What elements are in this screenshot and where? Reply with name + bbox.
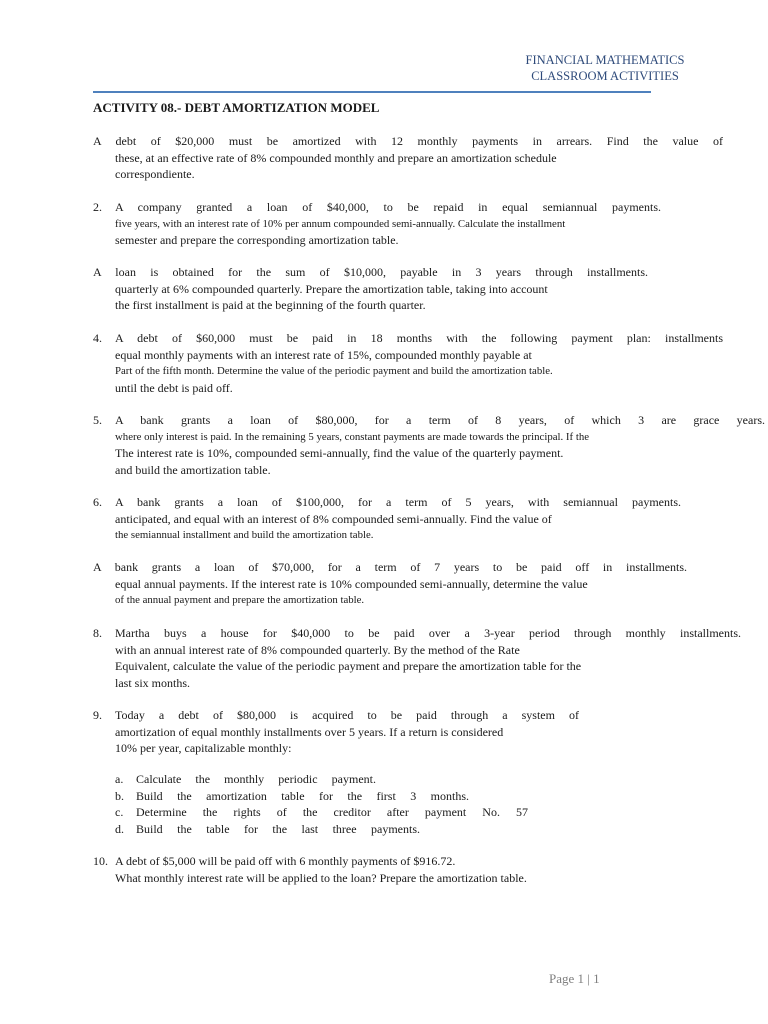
exercise-line: A debt of $20,000 must be amortized with 12 monthly payments in arrears. Find the value of bbox=[93, 134, 723, 148]
exercise-5 bbox=[93, 412, 765, 478]
exercise-line: A loan is obtained for the sum of $10,000, payable in 3 years through installments. bbox=[93, 265, 648, 279]
exercise-3 bbox=[93, 264, 648, 314]
exercise-line: amortization of equal monthly installments over 5 years. If a return is considered bbox=[115, 724, 504, 739]
exercise-line: Martha buys a house for $40,000 to be paid over a 3-year period through monthly installments. bbox=[115, 626, 741, 640]
subitem-label: b. bbox=[115, 788, 124, 803]
subitem-c bbox=[115, 804, 528, 821]
exercise-line: A bank grants a loan of $100,000, for a term of 5 years, with semiannual payments. bbox=[115, 495, 681, 509]
subitem-label: c. bbox=[115, 805, 124, 819]
exercise-line: where only interest is paid. In the remaining 5 years, constant payments are made towards the principal. If the bbox=[115, 430, 590, 443]
exercise-line: equal annual payments. If the interest rate is 10% compounded semi-annually, determine the value bbox=[115, 576, 588, 591]
exercise-10 bbox=[93, 853, 723, 886]
exercise-line: A company granted a loan of $40,000, to be repaid in equal semiannual payments. bbox=[115, 200, 661, 214]
exercise-8 bbox=[93, 625, 741, 691]
exercise-6 bbox=[93, 494, 681, 544]
exercise-7 bbox=[93, 559, 687, 609]
document-header bbox=[470, 52, 740, 84]
exercise-line: correspondiente. bbox=[115, 167, 195, 181]
subitem-label: a. bbox=[115, 772, 124, 786]
exercise-number: 5. bbox=[93, 413, 102, 427]
exercise-line: quarterly at 6% compounded quarterly. Prepare the amortization table, taking into account bbox=[115, 281, 548, 296]
subitem-d bbox=[115, 821, 528, 838]
exercise-line: the semiannual installment and build the amortization table. bbox=[115, 529, 374, 541]
exercise-number: 6. bbox=[93, 495, 102, 509]
exercise-line: these, at an effective rate of 8% compounded monthly and prepare an amortization schedule bbox=[115, 150, 557, 165]
exercise-line: A debt of $5,000 will be paid off with 6 monthly payments of $916.72. bbox=[115, 854, 456, 868]
exercise-line: A debt of $60,000 must be paid in 18 months with the following payment plan: installments bbox=[115, 331, 723, 345]
subitem-label: d. bbox=[115, 821, 124, 836]
exercise-line: Equivalent, calculate the value of the periodic payment and prepare the amortization table for the bbox=[115, 659, 582, 673]
exercise-1 bbox=[93, 133, 723, 183]
header-subtitle: CLASSROOM ACTIVITIES bbox=[531, 69, 679, 83]
exercise-number: 8. bbox=[93, 626, 102, 640]
exercise-line: equal monthly payments with an interest rate of 15%, compounded monthly payable at bbox=[115, 347, 532, 362]
page-number: Page 1 | 1 bbox=[549, 971, 600, 986]
header-subject: FINANCIAL MATHEMATICS bbox=[525, 53, 685, 67]
exercise-line: the first installment is paid at the beginning of the fourth quarter. bbox=[115, 298, 426, 312]
exercise-line: 10% per year, capitalizable monthly: bbox=[115, 741, 292, 755]
exercise-9-subitems bbox=[115, 771, 528, 837]
exercise-line: Today a debt of $80,000 is acquired to be paid through a system of bbox=[115, 708, 579, 722]
exercise-line: of the annual payment and prepare the amortization table. bbox=[115, 594, 365, 606]
exercise-line: anticipated, and equal with an interest of 8% compounded semi-annually. Find the value of bbox=[115, 511, 552, 526]
exercise-line: A bank grants a loan of $70,000, for a term of 7 years to be paid off in installments. bbox=[93, 560, 687, 574]
exercise-2 bbox=[93, 199, 661, 249]
exercise-line: with an annual interest rate of 8% compounded quarterly. By the method of the Rate bbox=[115, 642, 520, 657]
subitem-text: Build the amortization table for the first 3 months. bbox=[136, 788, 469, 803]
subitem-text: Build the table for the last three payments. bbox=[136, 821, 420, 836]
exercise-number: 4. bbox=[93, 331, 102, 345]
exercise-number: 10. bbox=[93, 854, 108, 868]
header-rule bbox=[93, 91, 651, 93]
exercise-line: semester and prepare the corresponding amortization table. bbox=[115, 233, 399, 247]
exercise-line: Part of the fifth month. Determine the value of the periodic payment and build the amortization table. bbox=[115, 365, 553, 377]
exercise-line: five years, with an interest rate of 10% per annum compounded semi-annually. Calculate the installment bbox=[115, 217, 566, 230]
exercise-line: until the debt is paid off. bbox=[115, 380, 233, 395]
exercise-line: last six months. bbox=[115, 675, 191, 690]
exercise-number: 9. bbox=[93, 708, 102, 722]
subitem-text: Determine the rights of the creditor after payment No. 57 bbox=[136, 805, 528, 819]
exercise-number: 2. bbox=[93, 200, 102, 214]
exercise-line: What monthly interest rate will be applied to the loan? Prepare the amortization table. bbox=[115, 870, 527, 885]
subitem-a bbox=[115, 771, 528, 788]
activity-title: ACTIVITY 08.- DEBT AMORTIZATION MODEL bbox=[93, 100, 380, 115]
exercise-line: and build the amortization table. bbox=[115, 462, 271, 477]
exercise-9 bbox=[93, 707, 579, 757]
subitem-b bbox=[115, 788, 528, 805]
exercise-line: A bank grants a loan of $80,000, for a term of 8 years, of which 3 are grace years. bbox=[115, 413, 765, 427]
exercise-4 bbox=[93, 330, 723, 396]
subitem-text: Calculate the monthly periodic payment. bbox=[136, 772, 376, 786]
exercise-line: The interest rate is 10%, compounded semi-annually, find the value of the quarterly payment. bbox=[115, 446, 564, 460]
